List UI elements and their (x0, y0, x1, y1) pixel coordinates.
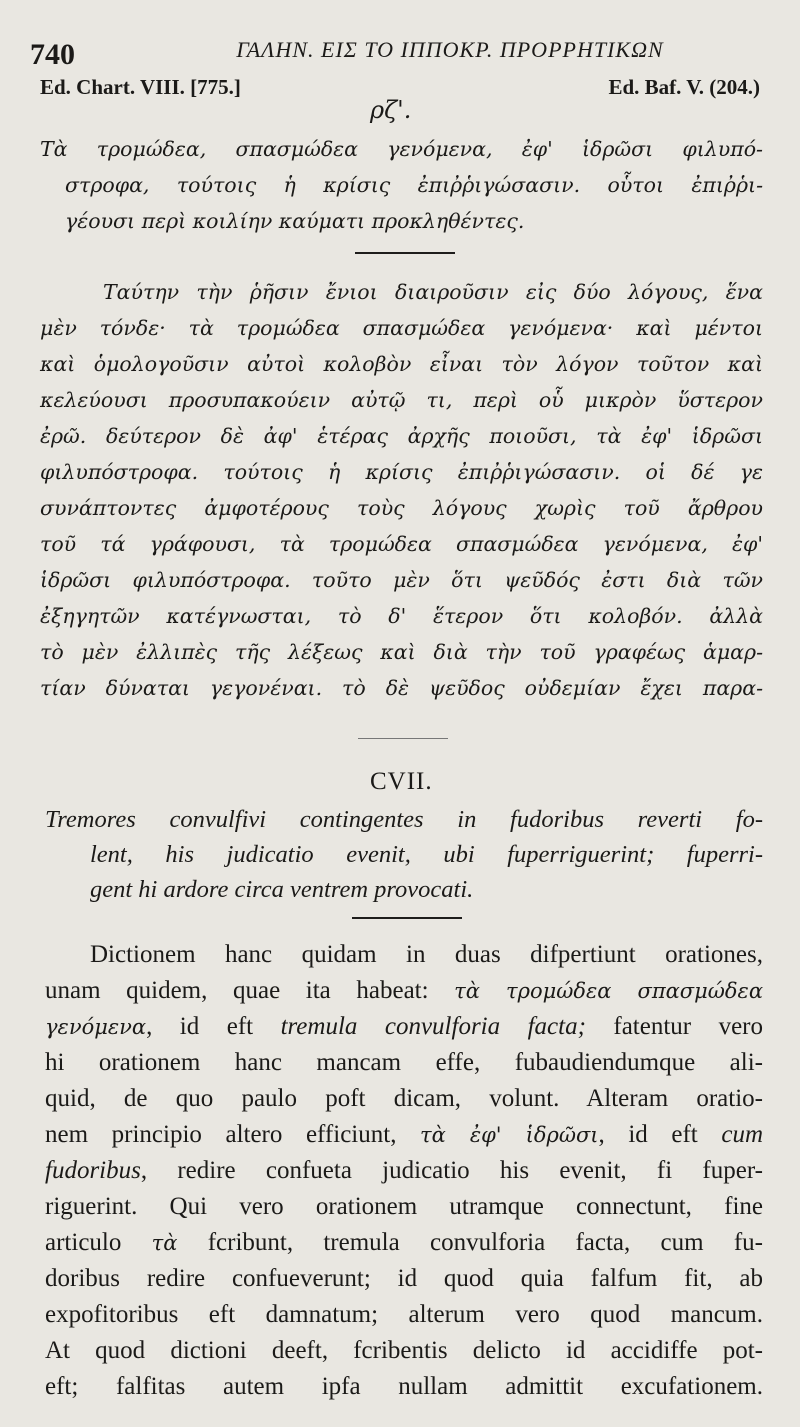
greek-commentary-line: κελεύουσι προσυπακούειν αὐτῷ τι, περὶ οὗ μικρὸν ὕστερον (40, 388, 763, 412)
greek-commentary-line: ἱδρῶσι φιλυπόστροφα. τοῦτο μὲν ὅτι ψεῦδός ἐστι διὰ τῶν (40, 568, 763, 592)
greek-section-number: ρζ'. (370, 96, 412, 124)
latin-commentary-line: riguerint. Qui vero orationem utramque connectunt, fine (45, 1193, 763, 1220)
latin-section-number: CVII. (370, 768, 433, 795)
latin-commentary-line: At quod dictioni deeft, fcribentis delicto id accidiffe pot- (45, 1337, 763, 1364)
latin-commentary-line: articulo τὰ fcribunt, tremula convulforia facta, cum fu- (45, 1229, 763, 1256)
edition-chartier: Ed. Chart. VIII. [775.] (40, 75, 241, 99)
page-number: 740 (30, 38, 75, 71)
latin-lemma-line: Tremores convulfivi contingentes in fudoribus reverti fo- (45, 806, 763, 833)
section-divider (355, 252, 455, 254)
latin-commentary-line: unam quidem, quae ita habeat: τὰ τρομώδεα σπασμώδεα (45, 977, 764, 1004)
latin-commentary-line: eft; falfitas autem ipfa nullam admittit excufationem. (45, 1373, 763, 1400)
greek-commentary-line: συνάπτοντες ἀμφοτέρους τοὺς λόγους χωρὶς τοῦ ἄρθρου (40, 496, 763, 520)
greek-commentary-line: Ταύτην τὴν ῥῆσιν ἔνιοι διαιροῦσιν εἰς δύο λόγους, ἕνα (103, 280, 763, 304)
greek-commentary-line: μὲν τόνδε· τὰ τρομώδεα σπασμώδεα γενόμενα· καὶ μέντοι (40, 316, 763, 340)
latin-commentary-line: γενόμενα, id eft tremula convulforia facta; fatentur vero (45, 1013, 763, 1040)
greek-lemma-line: στροφα, τούτοις ἡ κρίσις ἐπιῤῥιγώσασιν. οὗτοι ἐπιῤῥι- (65, 173, 763, 197)
column-divider (358, 738, 448, 739)
edition-basel: Ed. Baf. V. (204.) (608, 75, 760, 99)
latin-lemma-line: lent, his judicatio evenit, ubi fuperriguerint; fuperri- (90, 841, 763, 868)
greek-lemma-line: γέουσι περὶ κοιλίην καύματι προκληθέντες. (65, 209, 525, 233)
section-divider (352, 917, 462, 919)
greek-commentary-line: φιλυπόστροφα. τούτοις ἡ κρίσις ἐπιῤῥιγώσασιν. οἱ δέ γε (40, 460, 763, 484)
latin-commentary-line: doribus redire confueverunt; id quod quia falfum fit, ab (45, 1265, 763, 1292)
latin-commentary-line: hi orationem hanc mancam effe, fubaudiendumque ali- (45, 1049, 763, 1076)
greek-lemma-line: Τὰ τρομώδεα, σπασμώδεα γενόμενα, ἐφ' ἱδρῶσι φιλυπό- (40, 137, 763, 161)
latin-commentary-line: fudoribus, redire confueta judicatio his evenit, fi fuper- (45, 1157, 763, 1184)
greek-commentary-line: τίαν δύναται γεγονέναι. τὸ δὲ ψεῦδος οὐδεμίαν ἔχει παρα- (40, 676, 763, 700)
running-title: ΓΑΛΗΝ. ΕΙΣ ΤΟ ΙΠΠΟΚΡ. ΠΡΟΡΡΗΤΙΚΩΝ (236, 37, 664, 62)
greek-commentary-line: τὸ μὲν ἐλλιπὲς τῆς λέξεως καὶ διὰ τὴν τοῦ γραφέως ἁμαρ- (40, 640, 763, 664)
latin-commentary-line: expofitoribus eft damnatum; alterum vero quod mancum. (45, 1301, 763, 1328)
latin-commentary-line: nem principio altero efficiunt, τὰ ἐφ' ἱδρῶσι, id eft cum (45, 1121, 763, 1148)
latin-commentary-line: Dictionem hanc quidam in duas difpertiunt orationes, (90, 941, 763, 968)
latin-commentary-line: quid, de quo paulo poft dicam, volunt. Alteram oratio- (45, 1085, 763, 1112)
greek-commentary-line: τοῦ τά γράφουσι, τὰ τρομώδεα σπασμώδεα γενόμενα, ἐφ' (40, 532, 763, 556)
greek-commentary-line: καὶ ὁμολογοῦσιν αὐτοὶ κολοβὸν εἶναι τὸν λόγον τοῦτον καὶ (40, 352, 763, 376)
greek-commentary-line: ἐρῶ. δεύτερον δὲ ἀφ' ἑτέρας ἀρχῆς ποιοῦσι, τὰ ἐφ' ἱδρῶσι (40, 424, 763, 448)
greek-commentary-line: ἐξηγητῶν κατέγνωσται, τὸ δ' ἕτερον ὅτι κολοβόν. ἀλλὰ (40, 604, 763, 628)
latin-lemma-line: gent hi ardore circa ventrem provocati. (90, 876, 474, 903)
